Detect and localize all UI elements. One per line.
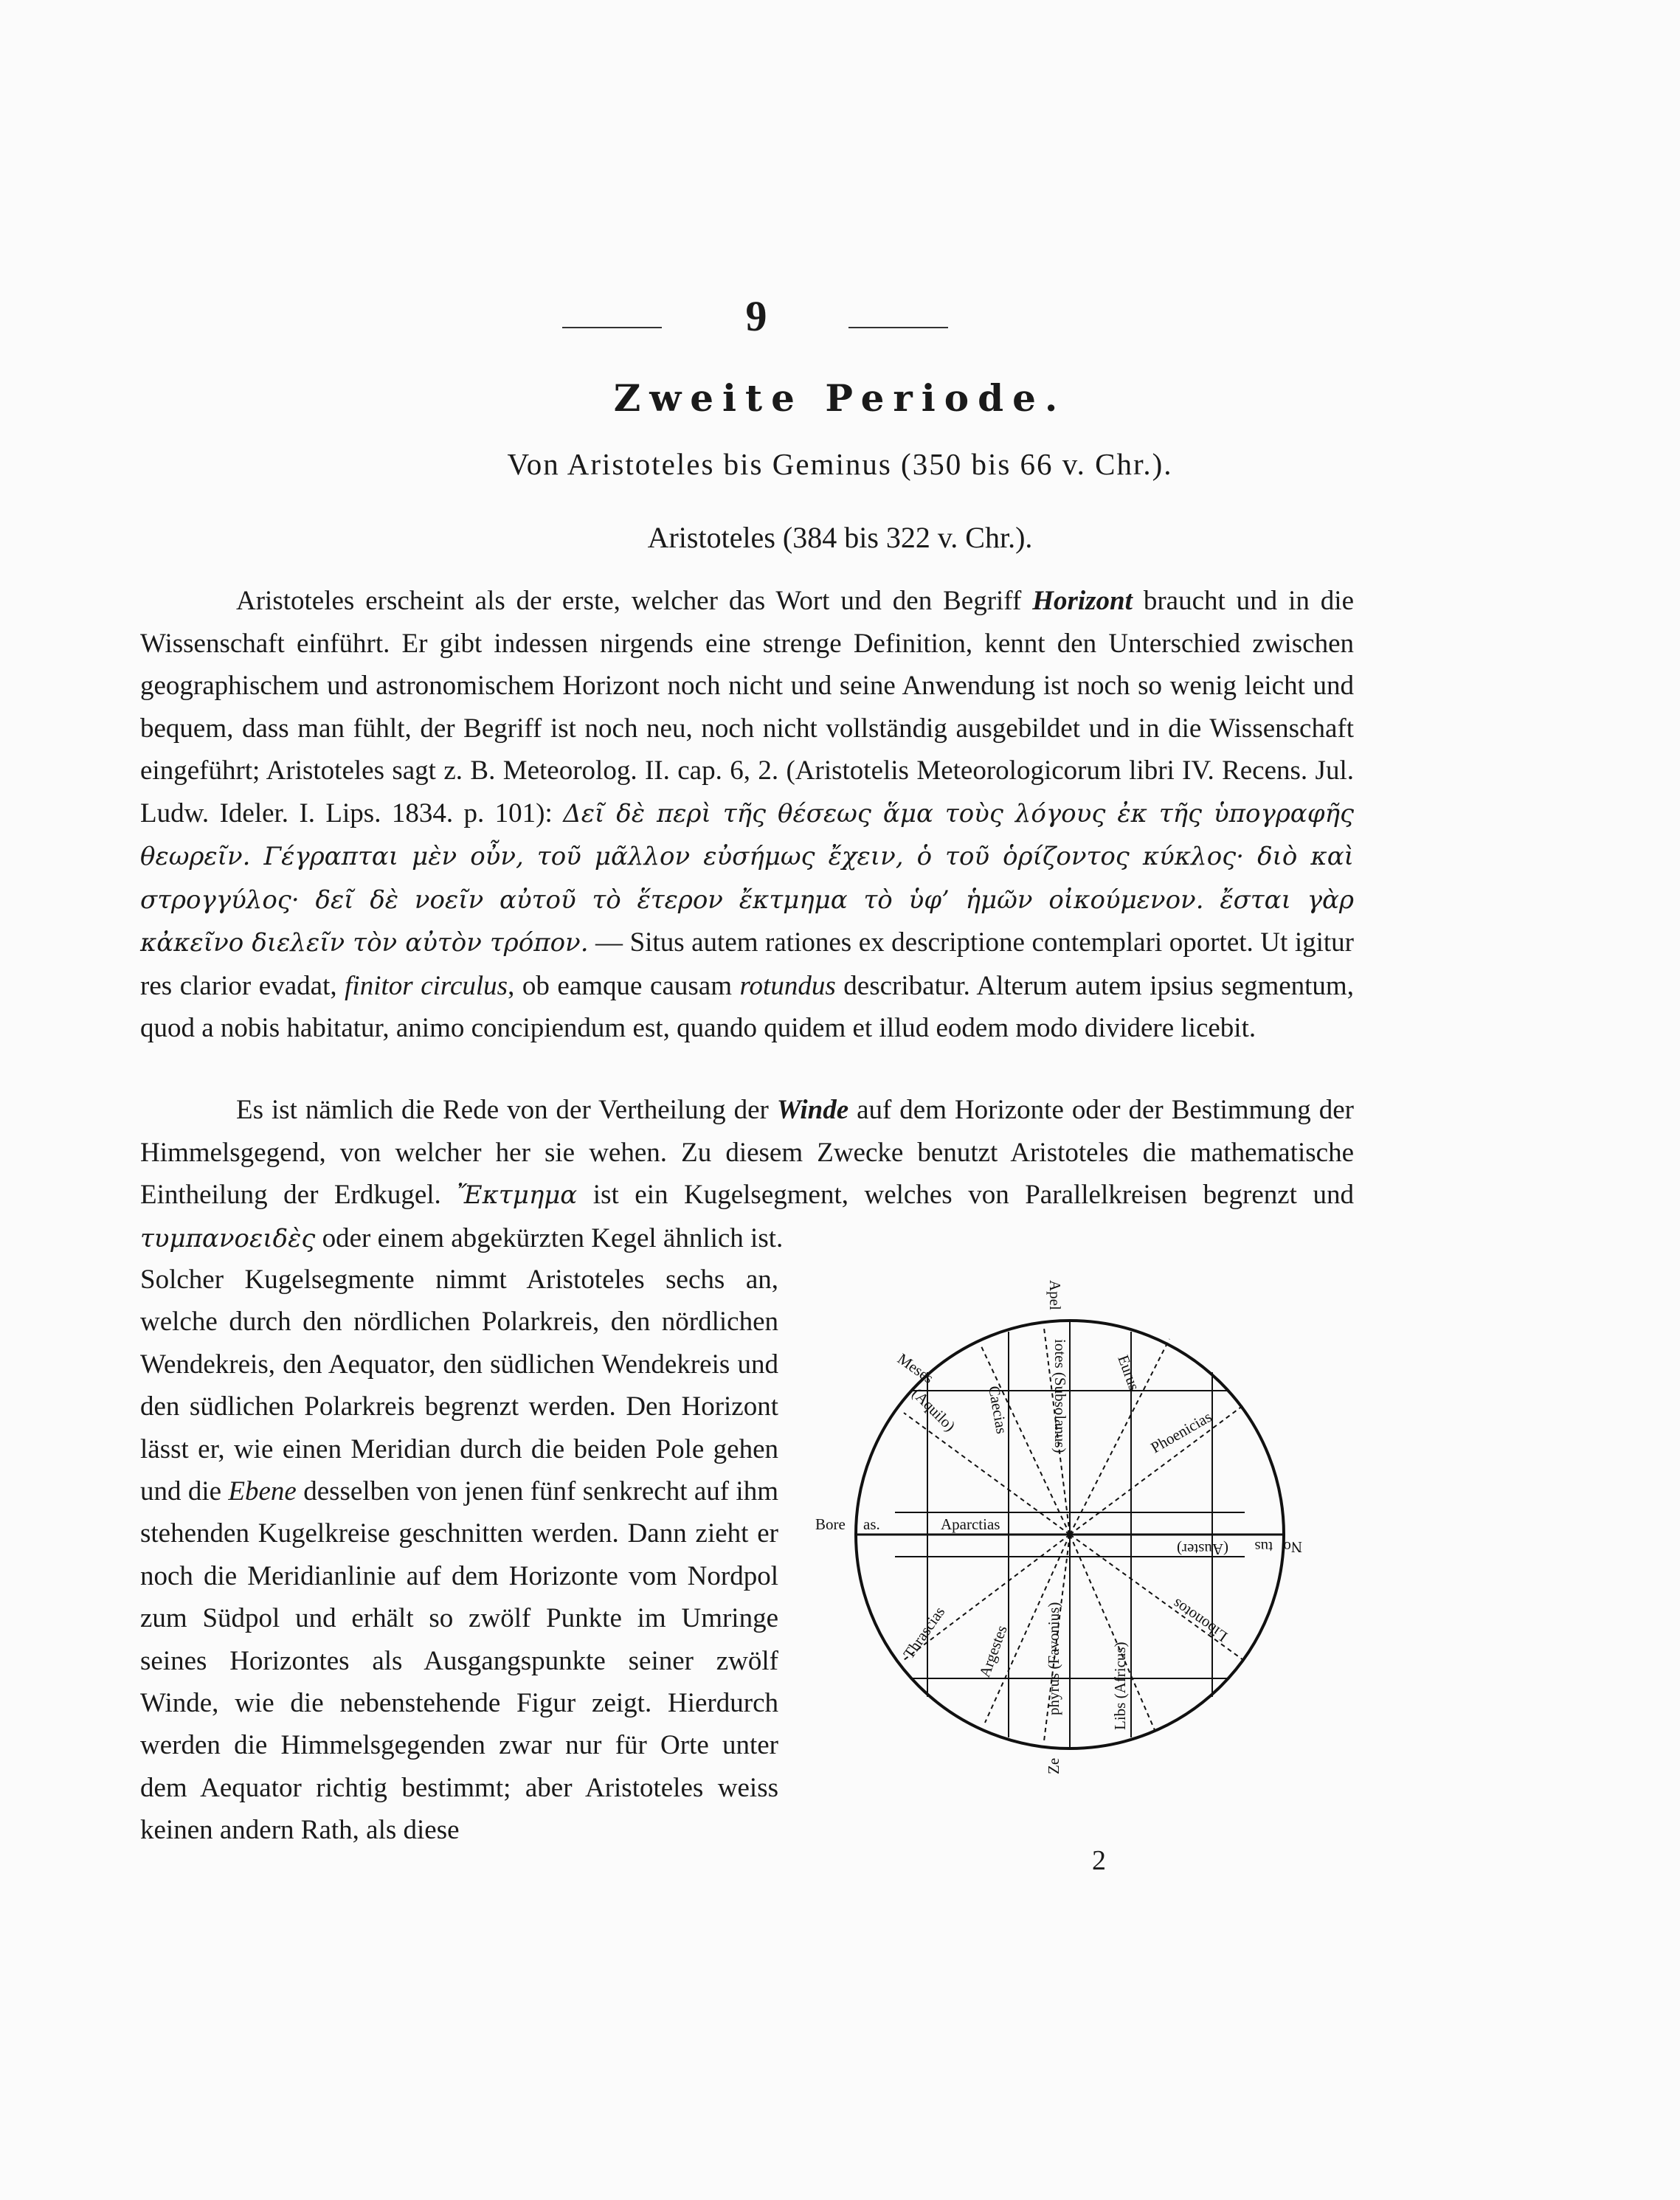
label-notus: No (1283, 1538, 1302, 1556)
text-run: Solcher Kugelsegmente nimmt Aristoteles sechs an, welche durch den nördlichen Polarkreis, den nördlichen Wendekreis, den Aequator, den südlichen Wendekreis und den südlichen Polarkreis begrenzt werden. Den Horizont lässt er, wie einen Meridian durch die beiden Pole gehen und die (140, 1265, 778, 1507)
label-libs: Libs (Africus) (1111, 1642, 1129, 1730)
text-run: describatur. Alterum autem ipsius segmentum, quod a nobis habitatur, animo concipiendum est, quando quidem et illud eodem modo dividere licebit. (140, 970, 1354, 1043)
label-eurus: Eurus (1114, 1352, 1144, 1393)
chapter-title: Zweite Periode. (613, 376, 1067, 420)
wind-rose-diagram (801, 1258, 1317, 1782)
text-run: desselben von jenen fünf senkrecht auf ihm stehenden Kugelkreise geschnitten werden. Dann zieht er noch die Meridianlinie auf dem Horizonte vom Nordpol zum Südpol und erhält so zwölf Punkte im Umringe seines Horizontes als Ausgangspunkte seiner zwölf Winde, wie die nebenstehende Figur zeigt. Hierdurch werden die Himmelsgegenden zwar nur für Orte unter dem Aequator richtig bestimmt; aber Aristoteles weiss keinen andern Rath, als diese (140, 1476, 778, 1846)
label-boreas-suffix: as. (863, 1515, 880, 1533)
label-phoenicias: Phoenicias (1147, 1408, 1215, 1457)
label-caecias: Caecias (985, 1384, 1012, 1436)
emphasis-ebene: Ebene (228, 1476, 297, 1507)
label-notus-suffix: tus (1254, 1538, 1273, 1556)
page-number: 9 (745, 292, 767, 340)
emphasis-rotundus: rotundus (739, 970, 836, 1001)
label-libonotos: Libonotos (1169, 1595, 1231, 1646)
text-run: ist ein Kugelsegment, welches von Parallelkreisen begrenzt und (577, 1180, 1354, 1210)
text-run: auf dem Horizonte oder der Bestimmung der Himmelsgegend, von welcher her sie wehen. Zu diesem Zwecke benutzt Aristoteles die mathematische Eintheilung der Erdkugel. (140, 1095, 1354, 1210)
emphasis-horizont: Horizont (1032, 586, 1133, 616)
label-zephyrus: Ze (1045, 1757, 1062, 1774)
paragraph-2 (140, 1089, 1354, 1260)
text-run: , ob eamque causam (508, 970, 740, 1001)
header-rule-left (562, 327, 662, 328)
label-aquilo: (Aquilo) (908, 1384, 959, 1435)
emphasis-finitor: finitor circulus (345, 970, 508, 1001)
label-argestes: Argestes (975, 1622, 1011, 1680)
label-aparctias: Aparctias (941, 1515, 1000, 1533)
paragraph-3 (140, 1259, 778, 1852)
text-run: braucht und in die Wissenschaft einführt. Er gibt indessen nirgends eine strenge Definition, kennt den Unterschied zwischen geographischem und astronomischem Horizont noch nicht und seine Anwendung ist noch so wenig leicht und bequem, dass man fühlt, der Begriff ist noch neu, noch nicht vollständig ausgebildet und in die Wissenschaft eingeführt; Aristoteles sagt z. B. Meteorolog. II. cap. 6, 2. (Aristotelis Meteorologicorum libri IV. Recens. Jul. Ludw. Ideler. I. Lips. 1834. p. 101): (140, 586, 1354, 829)
label-thrascias: Thrascias (899, 1603, 949, 1662)
section-heading: Aristoteles (384 bis 322 v. Chr.). (647, 521, 1033, 554)
paragraph-1 (140, 580, 1354, 1050)
greek-quotation: Δεῖ δὲ περὶ τῆς θέσεως ἅμα τοὺς λόγους ἐκ τῆς ὑπογραφῆς θεωρεῖν. Γέγραπται μὲν οὖν, τοῦ μᾶλλον εὐσήμως ἔχειν, ὁ τοῦ ὁρίζοντος κύκλος· διὸ καὶ στρογγύλος· δεῖ δὲ νοεῖν αὐτοῦ τὸ ἕτερον ἔκτμημα τὸ ὑφ’ ἡμῶν οἰκούμενον. ἔσται γὰρ κἀκεῖνο διελεῖν τὸν αὐτὸν τρόπον. (140, 798, 1354, 958)
label-apel: Apel (1046, 1280, 1064, 1310)
text-run: Aristoteles erscheint als der erste, welcher das Wort und den Begriff (236, 586, 1033, 616)
text-run: oder einem abgekürzten Kegel ähnlich ist. (315, 1222, 784, 1253)
label-subsolanus: iotes (Subsolanus) (1051, 1339, 1069, 1453)
text-run: Es ist nämlich die Rede von der Vertheilung der (236, 1095, 777, 1125)
label-favonius: phyrus (Favonius) (1045, 1602, 1062, 1715)
signature-mark: 2 (1092, 1845, 1106, 1876)
label-auster: (Auster) (1177, 1540, 1228, 1558)
greek-term: Ἔκτμημα (457, 1180, 578, 1210)
header-rule-right (848, 327, 948, 328)
chapter-subtitle: Von Aristoteles bis Geminus (350 bis 66 v. Chr.). (507, 447, 1173, 481)
greek-term: τυμπανοειδὲς (140, 1223, 316, 1253)
emphasis-winde: Winde (776, 1095, 849, 1125)
label-meses: Meses (894, 1349, 937, 1387)
page-header (0, 291, 1680, 350)
text-run: — Situs autem rationes ex descriptione contemplari oportet. Ut igitur res clarior evadat, (140, 927, 1354, 1001)
label-boreas: Bore (815, 1515, 846, 1533)
